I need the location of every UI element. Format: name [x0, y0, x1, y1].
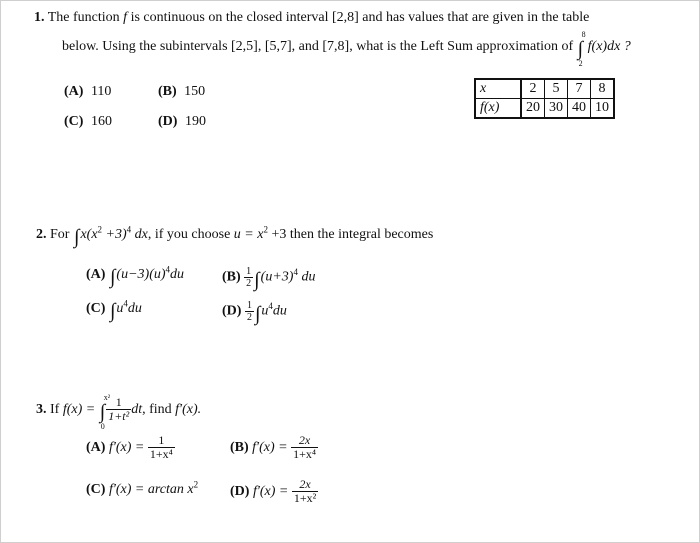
integrand: f(x)dx ?: [587, 39, 631, 54]
question-2-suffix: then the integral becomes: [289, 227, 434, 242]
table-header-x: x: [475, 79, 521, 99]
table-header-fx: f(x): [475, 99, 521, 119]
choice-lhs: f′(x) =: [252, 439, 288, 455]
choice-expr: u: [116, 301, 124, 316]
q3-choice-d: [230, 478, 318, 505]
q2-choice-c: [86, 300, 142, 323]
question-2-line: [36, 226, 433, 249]
fraction-numerator: 2x: [291, 434, 318, 448]
choice-label: (C): [64, 114, 84, 129]
exponent: 2: [263, 224, 268, 235]
integral-upper-limit: 8: [581, 30, 586, 39]
choice-fraction: [292, 478, 318, 505]
half-fraction: [245, 300, 254, 323]
table-row-fx: [475, 99, 614, 119]
integral-sign: ∫: [254, 268, 260, 291]
question-2-mid: , if you choose: [147, 227, 231, 242]
choice-fraction: [291, 434, 318, 461]
fraction-denominator: 1+t²: [108, 409, 130, 424]
integral-lower-limit: 2: [578, 59, 583, 68]
question-3-prefix: If: [50, 401, 60, 417]
q2-choice-b: [222, 266, 315, 292]
choice-label: (C): [86, 301, 106, 316]
q3-choice-a: [86, 434, 175, 461]
question-2-number: 2.: [36, 227, 47, 242]
question-1-line-2: [62, 30, 631, 68]
choice-lhs: f′(x) =: [108, 439, 145, 455]
integral-sign: ∫ x² 0: [99, 392, 111, 431]
choice-label: (C): [86, 482, 106, 497]
table-cell: 10: [591, 99, 615, 119]
integral-sign: ∫: [254, 302, 261, 325]
fraction-denominator: 2: [246, 278, 252, 289]
choice-expr: (u+3): [260, 269, 294, 285]
choice-differential: du: [297, 269, 316, 285]
q2-choice-d: [222, 300, 287, 326]
choice-value: 110: [90, 84, 112, 99]
substitution: u = x: [233, 227, 264, 242]
exponent: 4: [268, 301, 273, 312]
choice-expr: u: [261, 303, 269, 319]
choice-differential: du: [127, 301, 142, 316]
table-cell: 20: [521, 99, 545, 119]
q1-choice-c: [64, 114, 112, 130]
choice-label: (D): [158, 114, 178, 129]
question-3-line: [36, 392, 202, 431]
choice-differential: du: [272, 303, 287, 319]
choice-differential: du: [170, 267, 185, 282]
table-cell: 2: [521, 79, 545, 99]
fraction-numerator: 1: [106, 396, 131, 410]
table-cell: 40: [568, 99, 591, 119]
choice-label: (A): [86, 439, 106, 455]
table-cell: 8: [591, 79, 615, 99]
substitution-rest: +3: [267, 227, 287, 242]
fraction-denominator: 1+x⁴: [293, 447, 317, 462]
integral-sign: ∫: [73, 226, 80, 248]
differential: dx: [134, 227, 148, 242]
fraction-numerator: 1: [148, 434, 175, 448]
integral-sign: ∫: [109, 300, 116, 322]
choice-label: (B): [158, 84, 177, 99]
fraction-denominator: 2: [246, 312, 252, 323]
integral-sign: ∫: [109, 266, 116, 288]
choice-expr: (u−3)(u): [116, 267, 166, 282]
choice-value: 150: [184, 84, 206, 99]
q1-choice-d: [158, 114, 206, 130]
choice-value: 160: [90, 114, 112, 129]
values-table: [474, 78, 615, 119]
fraction-numerator: 1: [246, 266, 252, 277]
fraction-denominator: 1+x²: [293, 491, 317, 506]
choice-value: 190: [184, 114, 206, 129]
q3-choice-c: [86, 479, 199, 498]
integrand-b: +3): [102, 227, 127, 242]
q1-choice-b: [158, 84, 205, 100]
table-cell: 5: [545, 79, 568, 99]
exponent: 4: [123, 298, 128, 309]
choice-lhs: f′(x) =: [252, 483, 289, 499]
question-3-target: f′(x).: [175, 401, 202, 417]
q3-choice-b: [230, 434, 318, 461]
q1-choice-a: [64, 84, 111, 100]
question-1-text-b: is continuous on the closed interval [2,8] and has values that are given in the table: [130, 10, 590, 25]
fraction-numerator: 1: [246, 300, 252, 311]
fraction-numerator: 2x: [292, 478, 318, 492]
function-name: f: [123, 10, 128, 25]
exponent: 4: [293, 267, 298, 278]
q2-choice-a: [86, 266, 184, 289]
differential: dt: [131, 401, 143, 417]
question-1-text-a: The function: [47, 10, 120, 25]
question-1-text-c: below. Using the subintervals [2,5], [5,7], and [7,8], what is the Left Sum approximation of: [62, 39, 574, 54]
integral-lower-limit: 0: [100, 421, 105, 431]
exponent: 4: [126, 224, 132, 235]
exponent: 2: [97, 224, 103, 235]
question-3-suffix: , find: [142, 401, 172, 417]
choice-lhs: f′(x) = arctan x: [108, 482, 194, 497]
exponent: 2: [193, 479, 199, 490]
question-1-number: 1.: [34, 10, 45, 25]
table-row-x: [475, 79, 614, 99]
choice-fraction: [148, 434, 175, 461]
question-1-line-1: [34, 10, 589, 26]
integrand-a: x(x: [80, 227, 98, 242]
question-3-number: 3.: [36, 401, 47, 417]
function-lhs: f(x) =: [62, 401, 96, 417]
table-cell: 30: [545, 99, 568, 119]
choice-label: (B): [230, 439, 249, 455]
choice-label: (A): [86, 267, 106, 282]
choice-label: (A): [64, 84, 84, 99]
half-fraction: [244, 266, 253, 289]
integral-sign: ∫ 8 2: [577, 30, 586, 68]
question-2-prefix: For: [50, 227, 70, 242]
integral-upper-limit: x²: [103, 392, 111, 402]
fraction-denominator: 1+x⁴: [149, 447, 173, 462]
exponent: 4: [165, 264, 171, 275]
table-cell: 7: [568, 79, 591, 99]
choice-label: (D): [222, 303, 242, 319]
choice-label: (B): [222, 269, 241, 285]
choice-label: (D): [230, 483, 250, 499]
